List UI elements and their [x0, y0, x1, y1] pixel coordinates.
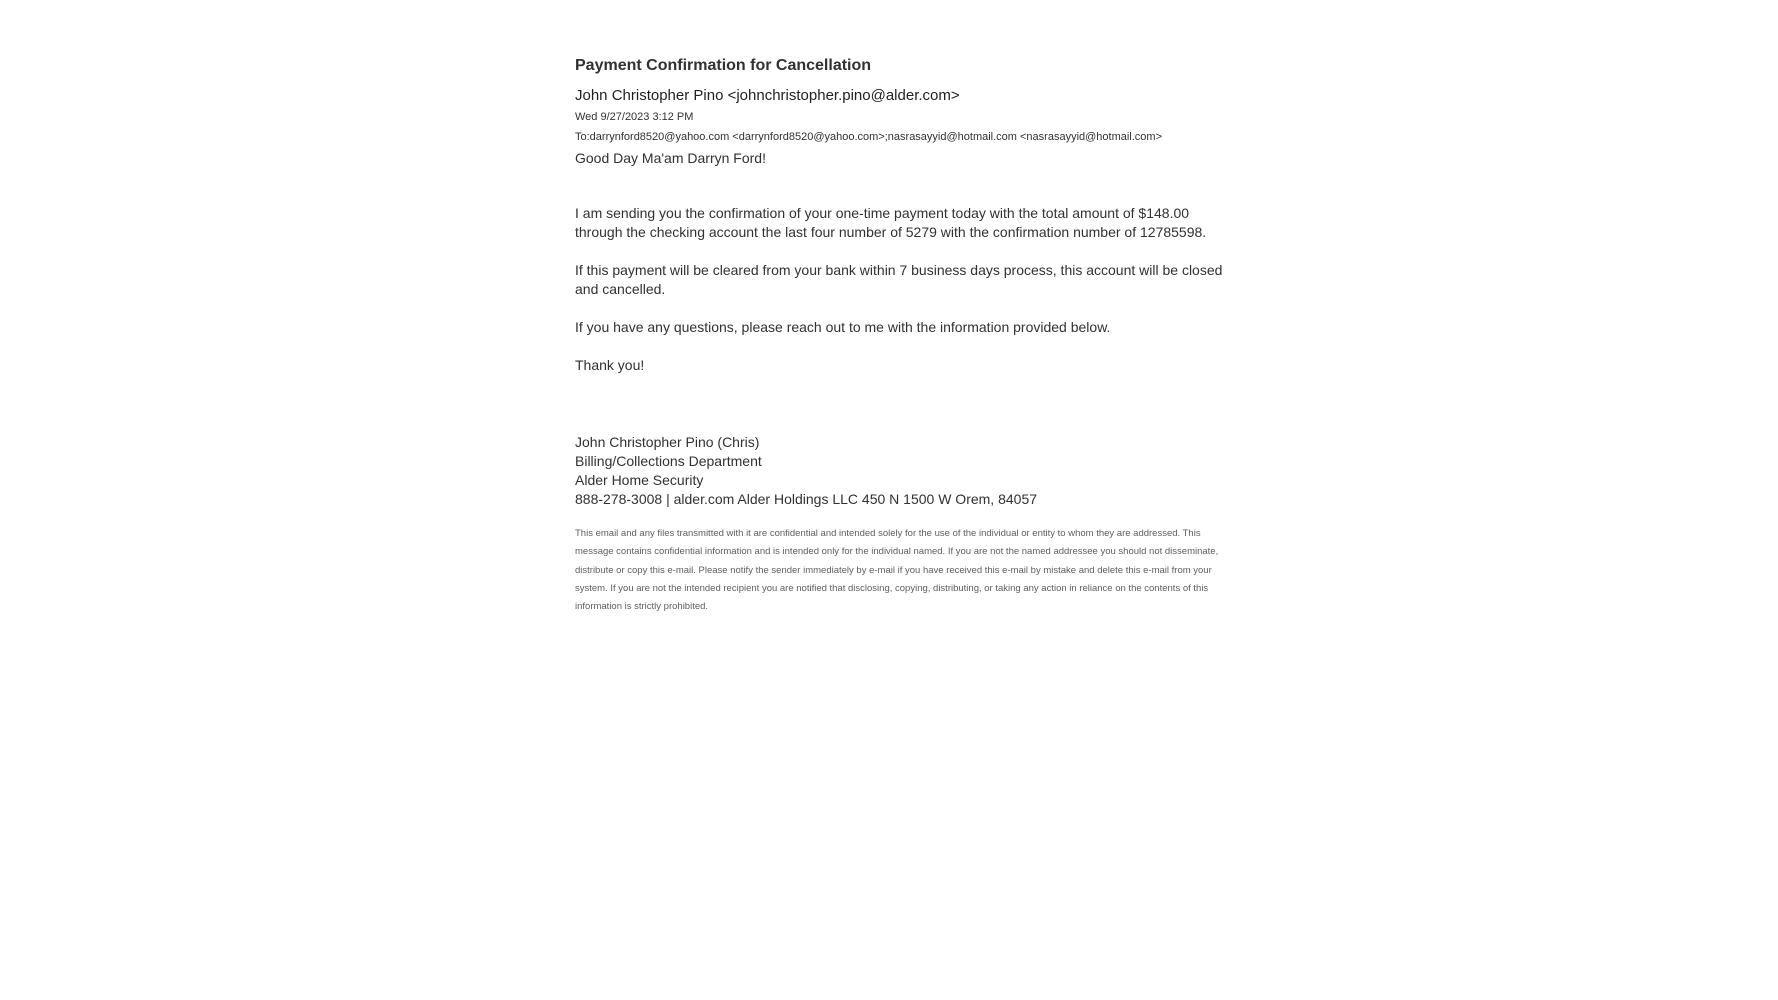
email-recipients[interactable]: To:darrynford8520@yahoo.com <darrynford8520@yahoo.com>;nasrasayyid@hotmail.com <nasrasayyid@hotmail.com> — [575, 131, 1163, 143]
email-signature — [575, 433, 1235, 509]
email-paragraph-clearing: If this payment will be cleared from your bank within 7 business days process, this account will be closed and cancelled. — [575, 262, 1223, 297]
signature-company: Alder Home Security — [575, 472, 704, 488]
spacer — [575, 375, 1235, 433]
email-paragraph-questions: If you have any questions, please reach out to me with the information provided below. — [575, 319, 1111, 335]
signature-name: John Christopher Pino (Chris) — [575, 434, 760, 450]
email-subject: Payment Confirmation for Cancellation — [575, 57, 872, 74]
email-body — [575, 149, 1235, 616]
email-sender[interactable]: John Christopher Pino <johnchristopher.pino@alder.com> — [575, 87, 960, 104]
email-date: Wed 9/27/2023 3:12 PM — [575, 111, 694, 123]
signature-contact: 888-278-3008 | alder.com Alder Holdings LLC 450 N 1500 W Orem, 84057 — [575, 491, 1038, 507]
email-disclaimer: This email and any files transmitted with it are confidential and intended solely for the use of the individual or entity to whom they are addressed. This message contains confidential information and is intended only for the individual named. If you are not the named addressee you should not disseminate, distribute or copy this e-mail. Please notify the sender immediately by e-mail if you have received this e-mail by mistake and delete this e-mail from your system. If you are not the intended recipient you are notified that disclosing, copying, distributing, or taking any action in reliance on the contents of this information is strictly prohibited. — [575, 528, 1219, 613]
email-message — [575, 54, 1235, 616]
email-closing: Thank you! — [575, 357, 645, 373]
signature-department: Billing/Collections Department — [575, 453, 762, 469]
email-paragraph-payment: I am sending you the confirmation of your one-time payment today with the total amount of $148.00 through the checking account the last four number of 5279 with the confirmation number of 12785598. — [575, 205, 1207, 240]
email-greeting: Good Day Ma'am Darryn Ford! — [575, 150, 766, 166]
